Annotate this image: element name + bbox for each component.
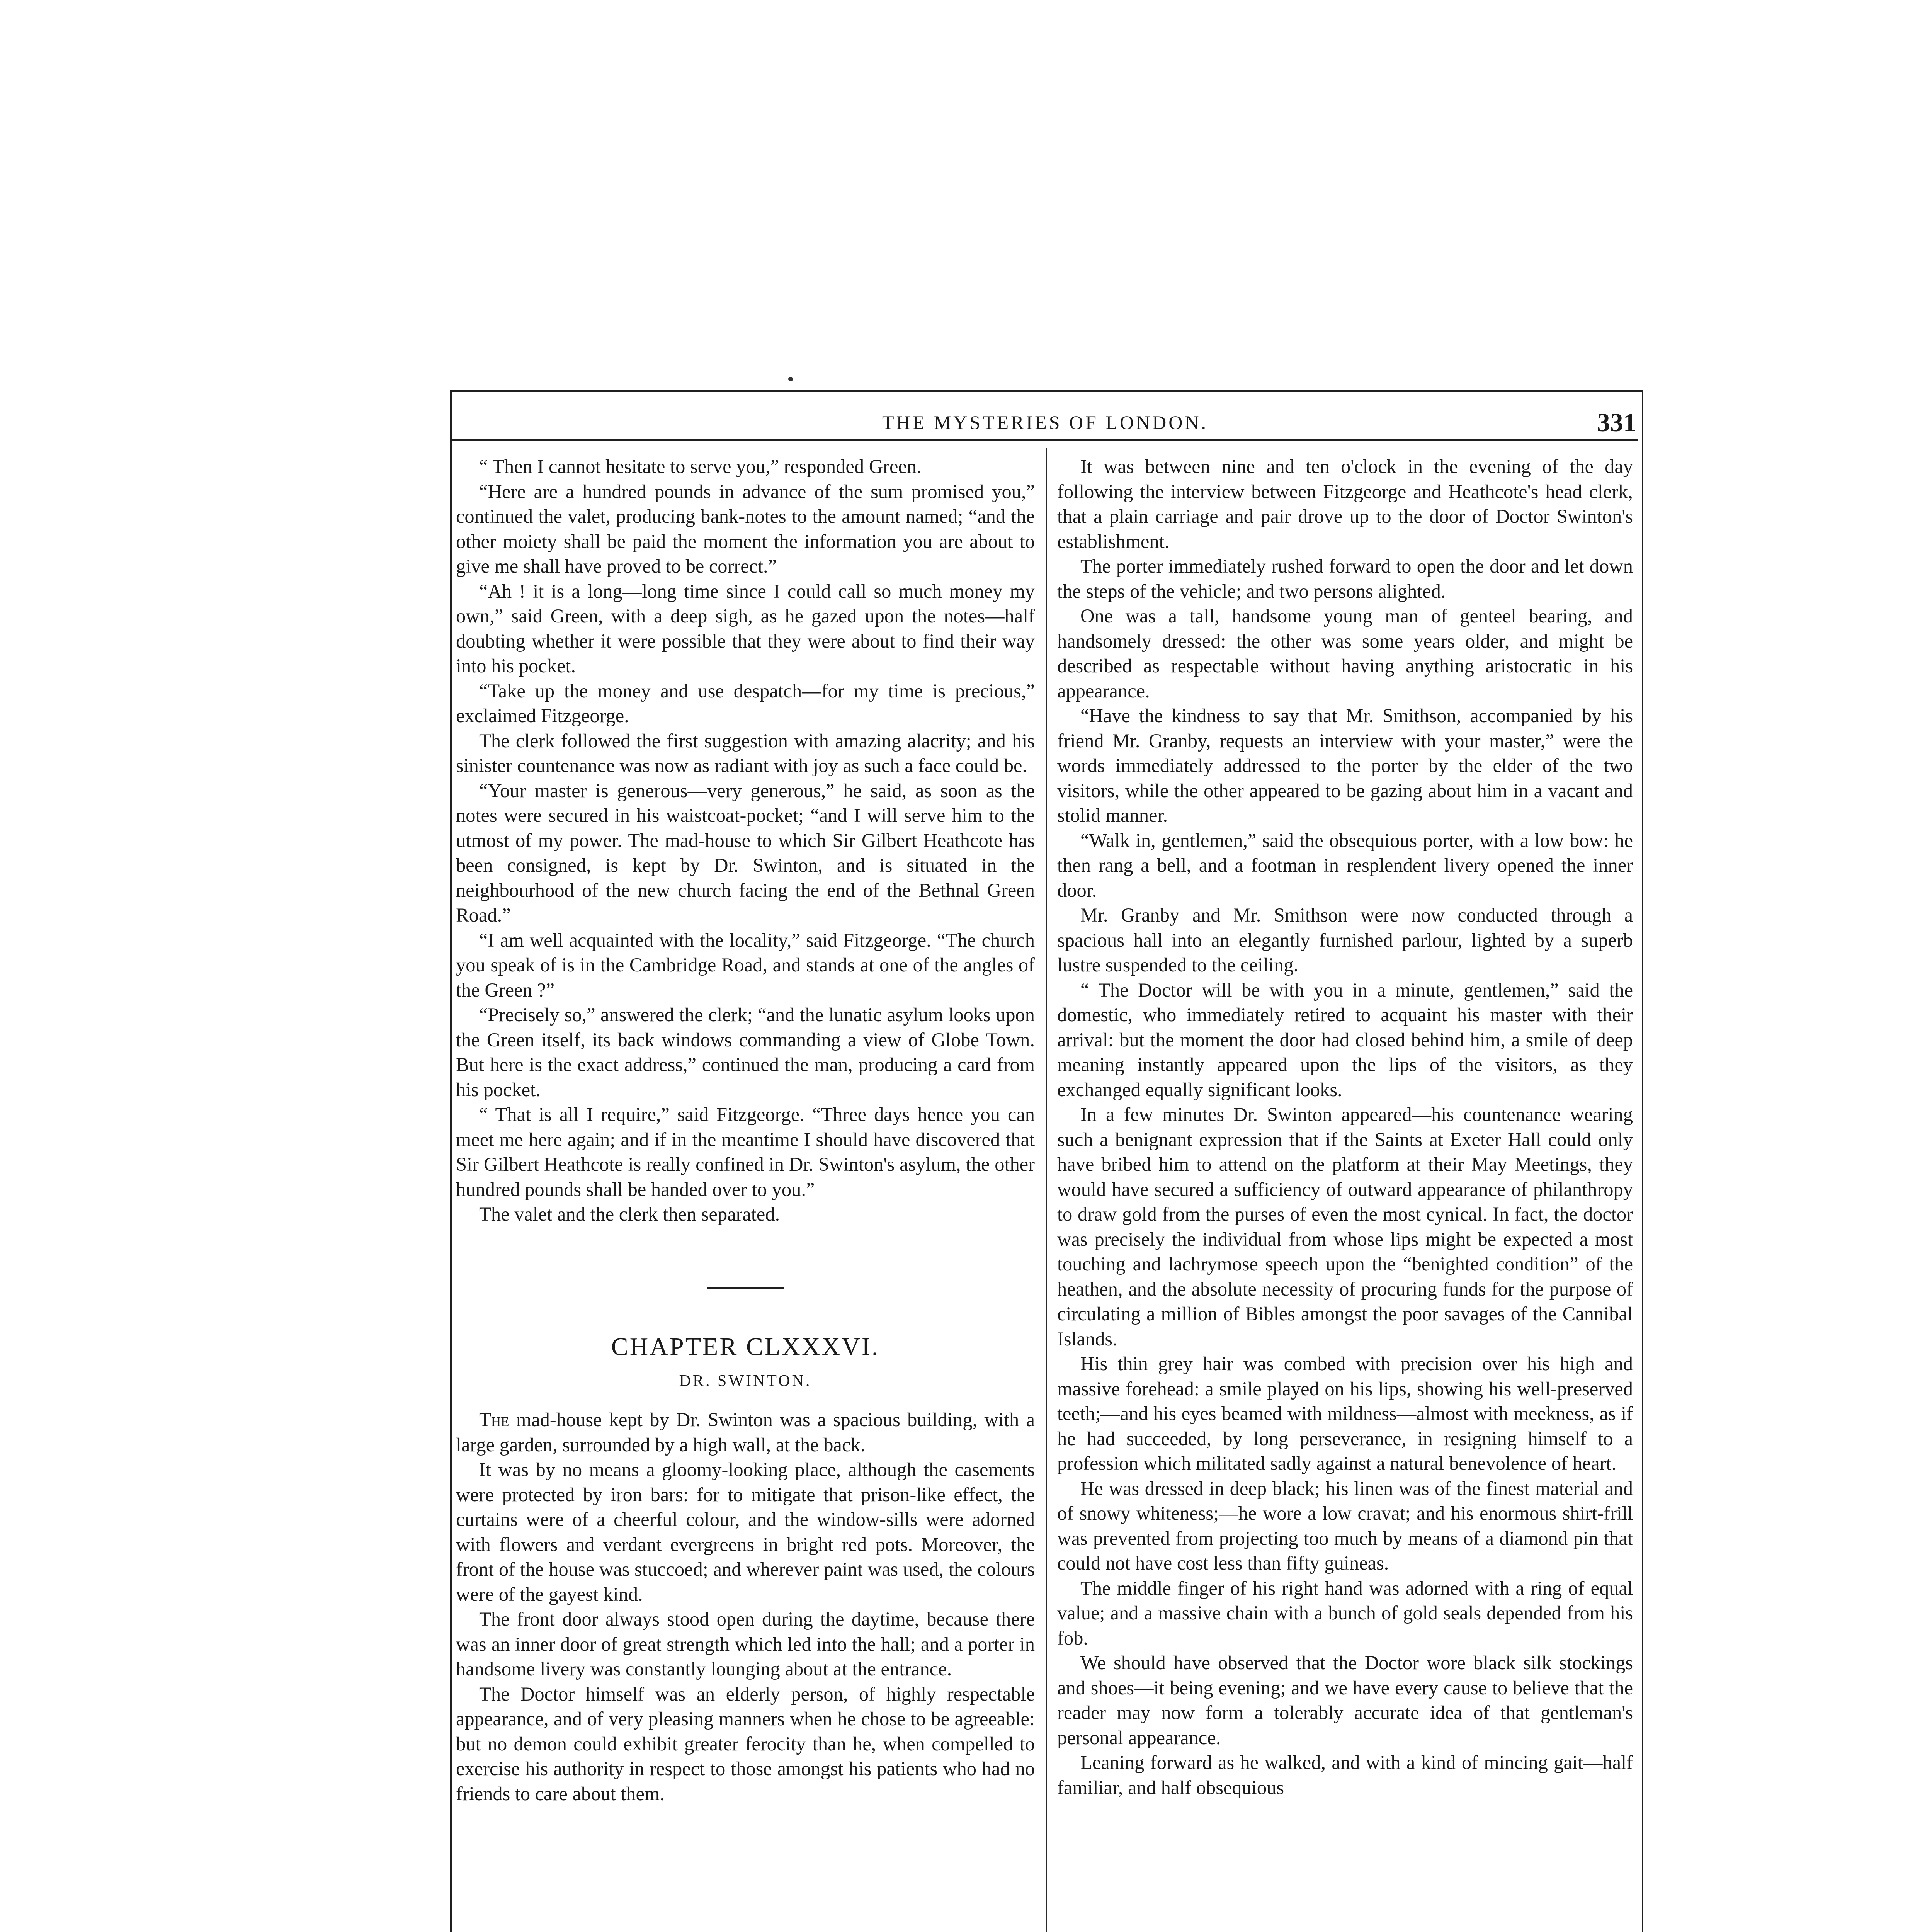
paragraph: “ That is all I require,” said Fitzgeorge. “Three days hence you can meet me here again; and if in the meantime I should have discovered that Sir Gilbert Heathcote is really confined in Dr. Swinton's asylum, the other hundred pounds shall be handed over to you.” <box>456 1104 1035 1200</box>
opening-word: The <box>479 1409 509 1430</box>
paragraph: Mr. Granby and Mr. Smithson were now conducted through a spacious hall into an elegantly furnished parlour, lighted by a superb lustre suspended to the ceiling. <box>1057 904 1633 976</box>
paragraph: “Precisely so,” answered the clerk; “and the lunatic asylum looks upon the Green itself, its back windows commanding a view of Globe Town. But here is the exact address,” continued the man, producing a card from his pocket. <box>456 1004 1035 1100</box>
paragraph: “Here are a hundred pounds in advance of the sum promised you,” continued the valet, producing bank-notes to the amount named; “and the other moiety shall be paid the moment the information you are about to give me shall have proved to be correct.” <box>456 480 1035 577</box>
paragraph: It was by no means a gloomy-looking place, although the casements were protected by iron bars: for to mitigate that prison-like effect, the curtains were of a cheerful colour, and the window-sills were adorned with flowers and verdant evergreens in bright red pots. Moreover, the front of the house was stuccoed; and wherever paint was used, the colours were of the gayest kind. <box>456 1459 1035 1605</box>
paragraph: It was between nine and ten o'clock in the evening of the day following the interview between Fitzgeorge and Heathcote's head clerk, that a plain carriage and pair drove up to the door of Doctor Swinton's establishment. <box>1057 456 1633 552</box>
paragraph: The valet and the clerk then separated. <box>479 1203 780 1225</box>
page-header <box>454 406 1636 437</box>
chapter-subheading: DR. SWINTON. <box>679 1372 812 1390</box>
paragraph: “I am well acquainted with the locality,” said Fitzgeorge. “The church you speak of is in the Cambridge Road, and stands at one of the angles of the Green ?” <box>456 929 1035 1001</box>
paragraph: “Have the kindness to say that Mr. Smithson, accompanied by his friend Mr. Granby, requests an interview with your master,” were the words immediately addressed to the porter by the elder of the two visitors, while the other appeared to be gazing about him in a vacant and stolid manner. <box>1057 705 1633 826</box>
page-number: 331 <box>1597 408 1636 437</box>
paragraph: His thin grey hair was combed with precision over his high and massive forehead: a smile played on his lips, showing his well-preserved teeth;—and his eyes beamed with mildness—almost with meekness, as if he had succeeded, by long perseverance, in resigning himself to a profession which militated sadly against a natural benevolence of heart. <box>1057 1353 1633 1474</box>
right-column <box>1057 454 1633 1932</box>
paragraph: The Doctor himself was an elderly person, of highly respectable appearance, and of very pleasing manners when he chose to be agreeable: but no demon could exhibit greater ferocity than he, when compelled to exercise his authority in respect to those amongst his patients who had no friends to care about them. <box>456 1683 1035 1804</box>
paragraph: Leaning forward as he walked, and with a kind of mincing gait—half familiar, and half obsequious <box>1057 1752 1633 1798</box>
opening-text: mad-house kept by Dr. Swinton was a spacious building, with a large garden, surrounded by a high wall, at the back. <box>456 1409 1035 1456</box>
paragraph: In a few minutes Dr. Swinton appeared—his countenance wearing such a benignant expression that if the Saints at Exeter Hall could only have bribed him to attend on the platform at their May Meetings, they would have secured a sufficiency of outward appearance of philanthropy to draw gold from the purses of even the most cynical. In fact, the doctor was precisely the individual from whose lips might be expected a most touching and lachrymose speech upon the “benighted condition” of the heathen, and the absolute necessity of procuring funds for the purpose of circulating a million of Bibles amongst the poor savages of the Cannibal Islands. <box>1057 1104 1633 1350</box>
chapter-opening-paragraph <box>456 1407 1035 1457</box>
section-divider <box>707 1287 784 1289</box>
paragraph: The clerk followed the first suggestion with amazing alacrity; and his sinister countenance was now as radiant with joy as such a face could be. <box>456 730 1035 776</box>
paragraph: “Your master is generous—very generous,” he said, as soon as the notes were secured in his waistcoat-pocket; “and I will serve him to the utmost of my power. The mad-house to which Sir Gilbert Heathcote has been consigned, is kept by Dr. Swinton, and is situated in the neighbourhood of the new church facing the end of the Bethnal Green Road.” <box>456 779 1035 926</box>
paragraph: “Take up the money and use despatch—for my time is precious,” exclaimed Fitzgeorge. <box>456 680 1035 726</box>
paragraph: The front door always stood open during the daytime, because there was an inner door of great strength which led into the hall; and a porter in handsome livery was constantly lounging about at the entrance. <box>456 1608 1035 1680</box>
paragraph: We should have observed that the Doctor wore black silk stockings and shoes—it being evening; and we have every cause to believe that the reader may now form a tolerably accurate idea of that gentleman's personal appearance. <box>1057 1652 1633 1748</box>
print-speck <box>788 377 793 381</box>
running-title: THE MYSTERIES OF LONDON. <box>882 412 1208 433</box>
paragraph: The middle finger of his right hand was adorned with a ring of equal value; and a massive chain with a bunch of gold seals depended from his fob. <box>1057 1577 1633 1649</box>
paragraph: One was a tall, handsome young man of genteel bearing, and handsomely dressed: the other was some years older, and might be described as respectable without having anything aristocratic in his appearance. <box>1057 605 1633 702</box>
header-rule <box>452 439 1638 441</box>
paragraph: The porter immediately rushed forward to open the door and let down the steps of the vehicle; and two persons alighted. <box>1057 555 1633 602</box>
paragraph: He was dressed in deep black; his linen was of the finest material and of snowy whiteness;—he wore a low cravat; and his enormous shirt-frill was prevented from projecting too much by means of a diamond pin that could not have cost less than fifty guineas. <box>1057 1477 1633 1574</box>
paragraph: “ Then I cannot hesitate to serve you,” responded Green. <box>479 456 922 477</box>
chapter-heading: CHAPTER CLXXXVI. <box>611 1332 880 1361</box>
paragraph: “Ah ! it is a long—long time since I could call so much money my own,” said Green, with a deep sigh, as he gazed upon the notes—half doubting whether it were possible that they were about to find their way into his pocket. <box>456 580 1035 677</box>
paragraph: “Walk in, gentlemen,” said the obsequious porter, with a low bow: he then rang a bell, and a footman in resplendent livery opened the inner door. <box>1057 829 1633 901</box>
left-column <box>456 454 1035 1932</box>
paragraph: “ The Doctor will be with you in a minute, gentlemen,” said the domestic, who immediately retired to acquaint his master with their arrival: but the moment the door had closed behind him, a smile of deep meaning instantly appeared upon the lips of the visitors, as they exchanged equally significant looks. <box>1057 979 1633 1100</box>
column-divider <box>1046 448 1047 1932</box>
